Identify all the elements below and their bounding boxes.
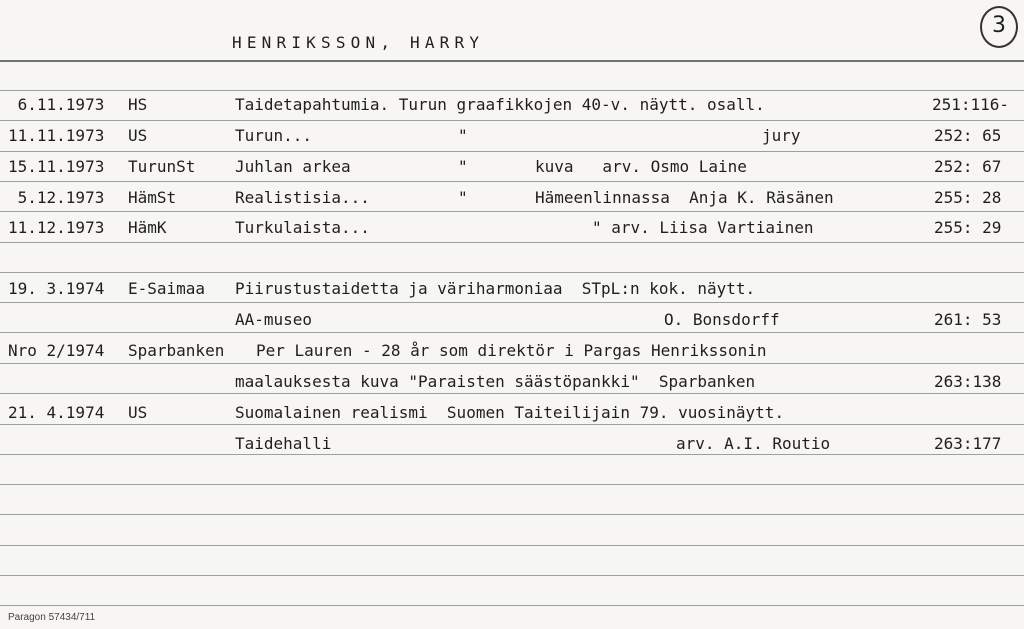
ruled-line [0, 211, 1024, 212]
ruled-line [0, 363, 1024, 364]
entry-date: 21. 4.1974 [8, 403, 105, 422]
entry-ref: 263:138 [934, 372, 1002, 391]
ruled-line [0, 272, 1024, 273]
entry-date: 11.11.1973 [8, 126, 105, 145]
ruled-line [0, 484, 1024, 485]
ruled-line [0, 120, 1024, 121]
entry-extra: arv. A.I. Routio [676, 434, 831, 453]
ruled-line [0, 575, 1024, 576]
card-header-name: HENRIKSSON, HARRY [232, 33, 485, 52]
entry-extra: jury [762, 126, 801, 145]
entry-ref: 251:116- [932, 95, 1010, 114]
entry-text: Piirustustaidetta ja väriharmoniaa STpL:n kok. näytt. [235, 279, 756, 298]
entry-text: Realistisia... [235, 188, 370, 207]
ruled-line [0, 454, 1024, 455]
entry-ref: 252: 65 [934, 126, 1002, 145]
entry-text: Taidetapahtumia. Turun graafikkojen 40-v. näytt. osall. [235, 95, 765, 114]
ruled-line [0, 605, 1024, 606]
entry-text: maalauksesta kuva "Paraisten säästöpankki" Sparbanken [235, 372, 756, 391]
ruled-line [0, 181, 1024, 182]
ditto-mark: " [458, 157, 468, 176]
entry-extra: O. Bonsdorff [664, 310, 780, 329]
entry-text: Turkulaista... [235, 218, 370, 237]
entry-text: Per Lauren - 28 år som direktör i Pargas Henrikssonin [256, 341, 767, 360]
entry-text: AA-museo [235, 310, 313, 329]
entry-source: TurunSt [128, 157, 196, 176]
entry-ref: 252: 67 [934, 157, 1002, 176]
entry-text: Juhlan arkea [235, 157, 351, 176]
ruled-line [0, 514, 1024, 515]
entry-source: US [128, 403, 148, 422]
entry-source: HS [128, 95, 148, 114]
ruled-line [0, 90, 1024, 91]
entry-date: 15.11.1973 [8, 157, 105, 176]
entry-date: 6.11.1973 [8, 95, 105, 114]
ditto-mark: " [458, 188, 468, 207]
entry-text: Suomalainen realismi Suomen Taiteilijain 79. vuosinäytt. [235, 403, 785, 422]
ruled-line [0, 242, 1024, 243]
entry-text: Taidehalli [235, 434, 332, 453]
ruled-line [0, 424, 1024, 425]
ditto-mark: " [458, 126, 468, 145]
ruled-line [0, 545, 1024, 546]
entry-source: HämK [128, 218, 167, 237]
entry-ref: 263:177 [934, 434, 1002, 453]
entry-extra: kuva arv. Osmo Laine [535, 157, 747, 176]
entry-date: 11.12.1973 [8, 218, 105, 237]
entry-date: 5.12.1973 [8, 188, 105, 207]
entry-source: E-Saimaa [128, 279, 206, 298]
entry-date: Nro 2/1974 [8, 341, 105, 360]
card-number-circle [980, 6, 1018, 48]
entry-text: Turun... [235, 126, 313, 145]
entry-source: US [128, 126, 148, 145]
ruled-line [0, 332, 1024, 333]
ruled-line [0, 151, 1024, 152]
entry-source: Sparbanken [128, 341, 225, 360]
card-number: 3 [992, 13, 1006, 38]
ruled-line [0, 393, 1024, 394]
print-code: Paragon 57434/711 [8, 612, 96, 623]
entry-ref: 261: 53 [934, 310, 1002, 329]
entry-source: HämSt [128, 188, 177, 207]
entry-ref: 255: 28 [934, 188, 1002, 207]
entry-extra: Hämeenlinnassa Anja K. Räsänen [535, 188, 834, 207]
ruled-line [0, 302, 1024, 303]
ruled-line [0, 60, 1024, 62]
entry-date: 19. 3.1974 [8, 279, 105, 298]
entry-ref: 255: 29 [934, 218, 1002, 237]
entry-extra: " arv. Liisa Vartiainen [592, 218, 814, 237]
